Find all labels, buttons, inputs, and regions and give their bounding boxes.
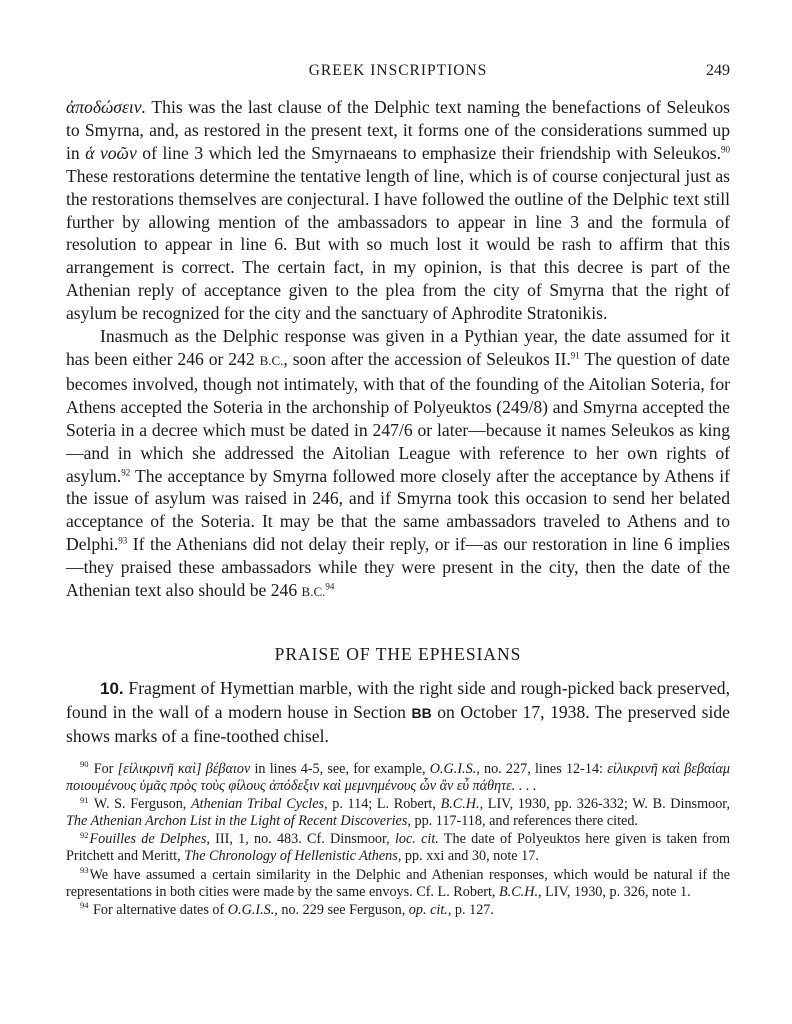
greek-word: ἀποδώσειν. (66, 97, 147, 117)
footnote-ref-92[interactable]: 92 (121, 467, 131, 478)
running-head: GREEK INSCRIPTIONS (308, 62, 488, 79)
text-span: The question of date becomes involved, though not intimately, with that of the founding of the Aitolian Soteria, for Athens accepted the Soteria in the archonship of Polyeuktos (249/8) and Smyrna accepted the Soteria in a decree which must be dated in 247/6 or later––because it names Seleukos as king—and in which she addressed the Aitolian League with reference to her own rights of asylum. (66, 348, 730, 486)
footnote-number: 93 (80, 865, 89, 876)
text-span: If the Athenians did not delay their reply, or if—as our restoration in line 6 implies—they praised these ambassadors while they were present in the city, then the date of the Athenian text also should be 246 (66, 534, 730, 601)
citation-title: O.G.I.S. (429, 761, 477, 777)
footnote-ref-93[interactable]: 93 (118, 535, 128, 546)
text-span: , III, 1, no. 483. Cf. Dinsmoor, (206, 831, 395, 848)
footnote-91 (66, 796, 730, 830)
era-abbreviation: B.C. (259, 352, 284, 368)
footnote-ref-94[interactable]: 94 (325, 581, 335, 592)
page-header (66, 62, 730, 84)
paragraph-2 (66, 325, 730, 604)
footnote-number: 90 (80, 759, 89, 770)
footnote-90 (66, 761, 730, 795)
page-number: 249 (706, 62, 730, 79)
text-span: This was the last clause of the Delphic text naming the benefactions of Seleukos to Smyrna, and, as restored in the present text, it forms one of the considerations summed up in (66, 97, 730, 163)
entry-number: 10. (100, 679, 124, 698)
text-span: , pp. 117-118, and references there cited. (407, 813, 638, 830)
text-span: We have assumed a certain similarity in the Delphic and Athenian responses, which would be natural if the representations in both cities were made by the same envoys. Cf. L. Robert, (66, 866, 730, 900)
footnote-92 (66, 831, 730, 865)
citation-title: op. cit. (408, 901, 448, 918)
citation-title: O.G.I.S. (227, 901, 275, 918)
text-span: in lines 4-5, see, for example, (250, 761, 430, 777)
text-span: , LIV, 1930, pp. 326-332; W. B. Dinsmoor, (479, 796, 731, 813)
footnote-ref-91[interactable]: 91 (570, 350, 580, 361)
footnote-94 (66, 902, 730, 919)
citation-title: The Athenian Archon List in the Light of Recent Discoveries (66, 813, 408, 830)
footnote-number: 92 (80, 829, 89, 840)
text-span: Inasmuch as the Delphic response was given in a Pythian year, the date assumed for it has been either 246 or 242 (66, 326, 730, 369)
text-span: The date of Polyeuktos here given is taken from Pritchett and Meritt, (66, 831, 730, 865)
text-span: The acceptance by Smyrna followed more closely after the acceptance by Athens if the issue of asylum was raised in 246, and if Smyrna took this occasion to send her belated acceptance of the Soteria. It may be that the same ambassadors traveled to Athens and to Delphi. (66, 465, 730, 555)
footnote-ref-90[interactable]: 90 (720, 144, 730, 155)
text-span: , p. 114; L. Robert, (324, 796, 441, 813)
footnote-number: 91 (80, 794, 89, 805)
section-reference: BB (411, 704, 432, 721)
paragraph-1 (66, 96, 730, 325)
citation-title: B.C.H. (499, 883, 539, 900)
text-span: For alternative dates of (89, 901, 228, 918)
era-abbreviation: B.C. (301, 584, 326, 600)
greek-quotation: εἰλικρινῆ καὶ βεβαίαμ ποιουμένους ὑμᾶς πρὸς τοὺς φίλους ἀπόδεξιν καὶ μεμνημένους ὧν ἂν εὖ πάθητε. . . . (66, 761, 730, 795)
inscription-entry (66, 677, 730, 748)
text-span: on October 17, 1938. The preserved side shows marks of a fine-toothed chisel. (66, 701, 730, 746)
body-text (66, 96, 730, 604)
text-span: , pp. xxi and 30, note 17. (397, 848, 539, 865)
greek-phrase: ἁ νοῶν (85, 142, 137, 163)
footnote-number: 94 (80, 900, 89, 911)
text-span: , no. 227, lines 12-14: (476, 761, 608, 777)
text-span: Fragment of Hymettian marble, with the right side and rough-picked back preserved, found in the wall of a modern house in Section (66, 678, 730, 722)
text-span: of line 3 which led the Smyrnaeans to emphasize their friendship with Seleukos. (136, 142, 721, 163)
text-span: , no. 229 see Ferguson, (274, 901, 409, 918)
citation-title: The Chronology of Hellenistic Athens (184, 848, 398, 865)
text-span: , LIV, 1930, p. 326, note 1. (538, 883, 691, 900)
citation-title: Fouilles de Delphes (89, 831, 207, 848)
footnotes (66, 761, 730, 919)
section-heading: PRAISE OF THE EPHESIANS (274, 644, 522, 664)
citation-title: B.C.H. (440, 796, 480, 813)
text-span: These restorations determine the tentative length of line, which is of course conjectural just as the restorations themselves are conjectural. I have followed the outline of the Delphic text still further by allowing mention of the ambassadors to appear in line 3 and the formula of resolution to appear in line 6. But with so much lost it would be rash to affirm that this arrangement is correct. The certain fact, in my opinion, is that this decree is part of the Athenian reply of acceptance given to the plea from the city of Smyrna that the right of asylum be recognized for the city and the sanctuary of Aphrodite Stratonikis. (66, 165, 730, 324)
text-span: For (89, 761, 118, 777)
text-span: , soon after the accession of Seleukos II. (283, 348, 571, 369)
text-span: , p. 127. (447, 901, 494, 918)
text-span: W. S. Ferguson, (89, 796, 192, 813)
footnote-93 (66, 867, 730, 901)
greek-phrase: [εἰλικρινῆ καὶ] βέβαιον (117, 761, 251, 777)
citation-title: Athenian Tribal Cycles (191, 796, 325, 813)
citation-title: loc. cit. (394, 831, 439, 848)
